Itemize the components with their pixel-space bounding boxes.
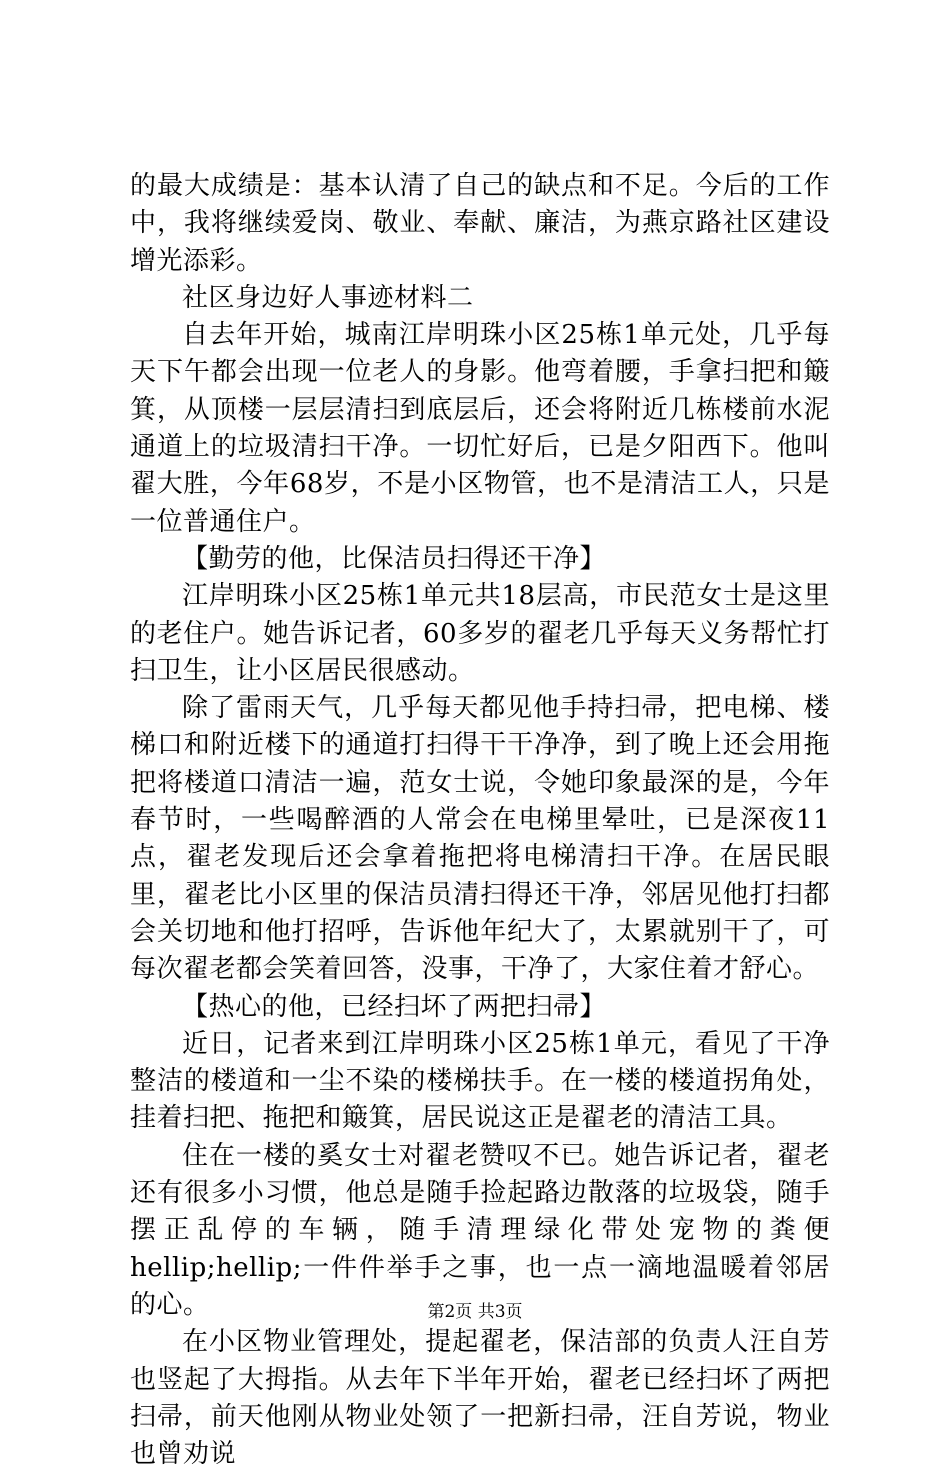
section-title: 社区身边好人事迹材料二 [182,282,474,313]
paragraph: 的最大成绩是：基本认清了自己的缺点和不足。今后的工作中，我将继续爱岗、敬业、奉献、廉洁，为燕京路社区建设增光添彩。 [130,171,830,276]
subheading: 【热心的他，已经扫坏了两把扫帚】 [182,991,607,1022]
paragraph: 近日，记者来到江岸明珠小区25栋1单元，看见了干净整洁的楼道和一尘不染的楼梯扶手。在一楼的楼道拐角处，挂着扫把、拖把和簸箕，居民说这正是翟老的清洁工具。 [130,1028,830,1134]
subheading: 【勤劳的他，比保洁员扫得还干净】 [182,543,607,574]
page-footer [0,1301,950,1323]
paragraph: 住在一楼的奚女士对翟老赞叹不已。她告诉记者，翟老还有很多小习惯，他总是随手捡起路边散落的垃圾袋，随手摆正乱停的车辆，随手清理绿化带处宠物的粪便hellip;hellip;一件件举手之事，也一点一滴地温暖着邻居的心。 [130,1140,830,1320]
document-body [130,168,830,1473]
page-number-label: 第2页 共3页 [427,1302,523,1322]
paragraph: 江岸明珠小区25栋1单元共18层高，市民范女士是这里的老住户。她告诉记者，60多岁的翟老几乎每天义务帮忙打扫卫生，让小区居民很感动。 [130,581,830,686]
paragraph: 除了雷雨天气，几乎每天都见他手持扫帚，把电梯、楼梯口和附近楼下的通道打扫得干干净净，到了晚上还会用拖把将楼道口清洁一遍，范女士说，令她印象最深的是，今年春节时，一些喝醉酒的人常会在电梯里晕吐，已是深夜11点，翟老发现后还会拿着拖把将电梯清扫干净。在居民眼里，翟老比小区里的保洁员清扫得还干净，邻居见他打扫都会关切地和他打招呼，告诉他年纪大了，太累就别干了，可每次翟老都会笑着回答，没事，干净了，大家住着才舒心。 [130,693,830,985]
paragraph: 自去年开始，城南江岸明珠小区25栋1单元处，几乎每天下午都会出现一位老人的身影。他弯着腰，手拿扫把和簸箕，从顶楼一层层清扫到底层后，还会将附近几栋楼前水泥通道上的垃圾清扫干净。一切忙好后，已是夕阳西下。他叫翟大胜，今年68岁，不是小区物管，也不是清洁工人，只是一位普通住户。 [130,320,830,537]
paragraph: 在小区物业管理处，提起翟老，保洁部的负责人汪自芳也竖起了大拇指。从去年下半年开始，翟老已经扫坏了两把扫帚，前天他刚从物业处领了一把新扫帚，汪自芳说，物业也曾劝说 [130,1327,830,1470]
